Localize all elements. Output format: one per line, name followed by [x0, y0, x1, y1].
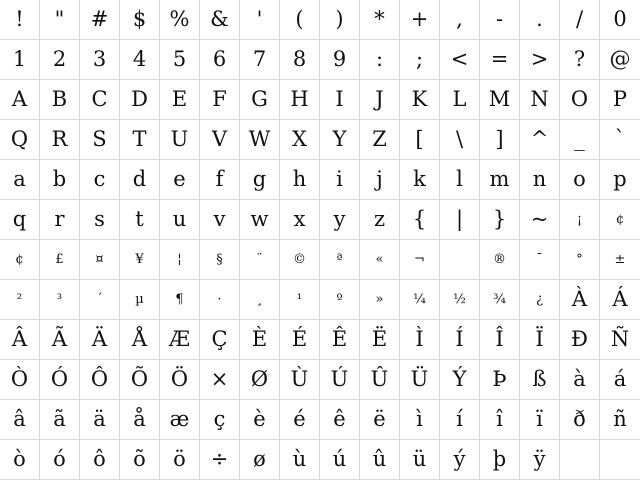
glyph-cell[interactable]: ¾: [480, 280, 520, 320]
glyph-cell[interactable]: H: [280, 80, 320, 120]
glyph-cell[interactable]: 0: [600, 0, 640, 40]
glyph-cell[interactable]: \: [440, 120, 480, 160]
glyph-cell[interactable]: Á: [600, 280, 640, 320]
glyph-cell[interactable]: l: [440, 160, 480, 200]
glyph-cell[interactable]: N: [520, 80, 560, 120]
glyph-cell[interactable]: °: [560, 240, 600, 280]
glyph-cell[interactable]: ;: [400, 40, 440, 80]
glyph-cell[interactable]: ï: [520, 400, 560, 440]
glyph-cell[interactable]: {: [400, 200, 440, 240]
glyph-cell[interactable]: Å: [120, 320, 160, 360]
glyph-cell[interactable]: .: [520, 0, 560, 40]
glyph-cell[interactable]: é: [280, 400, 320, 440]
glyph-cell[interactable]: A: [0, 80, 40, 120]
glyph-cell[interactable]: ©: [280, 240, 320, 280]
glyph-cell[interactable]: _: [560, 120, 600, 160]
glyph-cell[interactable]: 1: [0, 40, 40, 80]
glyph-cell[interactable]: Ã: [40, 320, 80, 360]
glyph-cell[interactable]: [: [400, 120, 440, 160]
glyph-cell[interactable]: :: [360, 40, 400, 80]
glyph-cell[interactable]: *: [360, 0, 400, 40]
glyph-cell[interactable]: h: [280, 160, 320, 200]
glyph-cell[interactable]: 7: [240, 40, 280, 80]
glyph-cell[interactable]: õ: [120, 440, 160, 480]
glyph-cell[interactable]: ¢: [600, 200, 640, 240]
glyph-cell[interactable]: v: [200, 200, 240, 240]
glyph-cell[interactable]: Ì: [400, 320, 440, 360]
glyph-cell[interactable]: ¨: [240, 240, 280, 280]
glyph-cell[interactable]: u: [160, 200, 200, 240]
glyph-cell[interactable]: !: [0, 0, 40, 40]
glyph-cell[interactable]: @: [600, 40, 640, 80]
glyph-cell[interactable]: 9: [320, 40, 360, 80]
glyph-cell[interactable]: k: [400, 160, 440, 200]
glyph-cell[interactable]: b: [40, 160, 80, 200]
glyph-cell[interactable]: §: [200, 240, 240, 280]
glyph-cell[interactable]: Â: [0, 320, 40, 360]
glyph-cell[interactable]: ð: [560, 400, 600, 440]
glyph-cell[interactable]: Ê: [320, 320, 360, 360]
glyph-cell[interactable]: £: [40, 240, 80, 280]
glyph-cell[interactable]: »: [360, 280, 400, 320]
glyph-cell[interactable]: O: [560, 80, 600, 120]
glyph-cell[interactable]: z: [360, 200, 400, 240]
glyph-cell[interactable]: à: [560, 360, 600, 400]
glyph-cell[interactable]: q: [0, 200, 40, 240]
glyph-cell[interactable]: f: [200, 160, 240, 200]
glyph-cell[interactable]: ¼: [400, 280, 440, 320]
glyph-cell[interactable]: ,: [440, 0, 480, 40]
glyph-cell[interactable]: ¥: [120, 240, 160, 280]
glyph-cell[interactable]: ": [40, 0, 80, 40]
glyph-cell[interactable]: ¿: [520, 280, 560, 320]
glyph-cell[interactable]: ^: [520, 120, 560, 160]
glyph-cell[interactable]: ´: [80, 280, 120, 320]
glyph-cell[interactable]: Æ: [160, 320, 200, 360]
glyph-cell[interactable]: [600, 440, 640, 480]
glyph-cell[interactable]: [440, 240, 480, 280]
glyph-cell[interactable]: y: [320, 200, 360, 240]
glyph-cell[interactable]: Ñ: [600, 320, 640, 360]
glyph-cell[interactable]: ¸: [240, 280, 280, 320]
glyph-cell[interactable]: V: [200, 120, 240, 160]
glyph-cell[interactable]: è: [240, 400, 280, 440]
glyph-cell[interactable]: W: [240, 120, 280, 160]
glyph-cell[interactable]: ç: [200, 400, 240, 440]
glyph-cell[interactable]: ä: [80, 400, 120, 440]
glyph-cell[interactable]: ¢: [0, 240, 40, 280]
glyph-cell[interactable]: Ä: [80, 320, 120, 360]
glyph-cell[interactable]: &: [200, 0, 240, 40]
glyph-cell[interactable]: m: [480, 160, 520, 200]
glyph-cell[interactable]: È: [240, 320, 280, 360]
glyph-cell[interactable]: c: [80, 160, 120, 200]
glyph-cell[interactable]: ¤: [80, 240, 120, 280]
glyph-cell[interactable]: î: [480, 400, 520, 440]
glyph-cell[interactable]: #: [80, 0, 120, 40]
glyph-cell[interactable]: ê: [320, 400, 360, 440]
glyph-cell[interactable]: e: [160, 160, 200, 200]
glyph-cell[interactable]: ý: [440, 440, 480, 480]
glyph-cell[interactable]: ¬: [400, 240, 440, 280]
glyph-cell[interactable]: Ï: [520, 320, 560, 360]
glyph-cell[interactable]: Ù: [280, 360, 320, 400]
glyph-cell[interactable]: ã: [40, 400, 80, 440]
glyph-cell[interactable]: |: [440, 200, 480, 240]
glyph-cell[interactable]: Î: [480, 320, 520, 360]
glyph-cell[interactable]: ó: [40, 440, 80, 480]
glyph-cell[interactable]: Ý: [440, 360, 480, 400]
glyph-cell[interactable]: X: [280, 120, 320, 160]
glyph-cell[interactable]: j: [360, 160, 400, 200]
glyph-cell[interactable]: â: [0, 400, 40, 440]
glyph-cell[interactable]: U: [160, 120, 200, 160]
glyph-cell[interactable]: S: [80, 120, 120, 160]
glyph-cell[interactable]: À: [560, 280, 600, 320]
glyph-cell[interactable]: F: [200, 80, 240, 120]
glyph-cell[interactable]: ¯: [520, 240, 560, 280]
glyph-cell[interactable]: 6: [200, 40, 240, 80]
glyph-cell[interactable]: ÿ: [520, 440, 560, 480]
glyph-cell[interactable]: D: [120, 80, 160, 120]
glyph-cell[interactable]: Õ: [120, 360, 160, 400]
glyph-cell[interactable]: r: [40, 200, 80, 240]
glyph-cell[interactable]: d: [120, 160, 160, 200]
glyph-cell[interactable]: B: [40, 80, 80, 120]
glyph-cell[interactable]: o: [560, 160, 600, 200]
glyph-cell[interactable]: J: [360, 80, 400, 120]
glyph-cell[interactable]: ì: [400, 400, 440, 440]
glyph-cell[interactable]: ): [320, 0, 360, 40]
glyph-cell[interactable]: Ó: [40, 360, 80, 400]
glyph-cell[interactable]: ö: [160, 440, 200, 480]
glyph-cell[interactable]: æ: [160, 400, 200, 440]
glyph-cell[interactable]: L: [440, 80, 480, 120]
glyph-cell[interactable]: Ú: [320, 360, 360, 400]
glyph-cell[interactable]: >: [520, 40, 560, 80]
glyph-cell[interactable]: ·: [200, 280, 240, 320]
glyph-cell[interactable]: Ö: [160, 360, 200, 400]
glyph-cell[interactable]: [560, 440, 600, 480]
glyph-cell[interactable]: ~: [520, 200, 560, 240]
glyph-cell[interactable]: í: [440, 400, 480, 440]
glyph-cell[interactable]: }: [480, 200, 520, 240]
glyph-cell[interactable]: Ü: [400, 360, 440, 400]
glyph-cell[interactable]: ò: [0, 440, 40, 480]
glyph-cell[interactable]: ®: [480, 240, 520, 280]
glyph-cell[interactable]: a: [0, 160, 40, 200]
glyph-cell[interactable]: ë: [360, 400, 400, 440]
glyph-cell[interactable]: Ë: [360, 320, 400, 360]
glyph-cell[interactable]: C: [80, 80, 120, 120]
glyph-cell[interactable]: ü: [400, 440, 440, 480]
glyph-cell[interactable]: n: [520, 160, 560, 200]
glyph-cell[interactable]: É: [280, 320, 320, 360]
glyph-cell[interactable]: ?: [560, 40, 600, 80]
glyph-cell[interactable]: Ô: [80, 360, 120, 400]
glyph-cell[interactable]: º: [320, 280, 360, 320]
glyph-cell[interactable]: ²: [0, 280, 40, 320]
glyph-cell[interactable]: å: [120, 400, 160, 440]
glyph-cell[interactable]: ø: [240, 440, 280, 480]
glyph-cell[interactable]: E: [160, 80, 200, 120]
glyph-cell[interactable]: 2: [40, 40, 80, 80]
glyph-cell[interactable]: Ç: [200, 320, 240, 360]
glyph-cell[interactable]: ú: [320, 440, 360, 480]
glyph-cell[interactable]: ¦: [160, 240, 200, 280]
glyph-cell[interactable]: 4: [120, 40, 160, 80]
glyph-cell[interactable]: Ø: [240, 360, 280, 400]
glyph-cell[interactable]: t: [120, 200, 160, 240]
glyph-cell[interactable]: +: [400, 0, 440, 40]
glyph-cell[interactable]: 8: [280, 40, 320, 80]
glyph-cell[interactable]: ]: [480, 120, 520, 160]
glyph-cell[interactable]: ½: [440, 280, 480, 320]
glyph-cell[interactable]: ô: [80, 440, 120, 480]
glyph-cell[interactable]: ù: [280, 440, 320, 480]
glyph-cell[interactable]: `: [600, 120, 640, 160]
glyph-cell[interactable]: ¡: [560, 200, 600, 240]
glyph-cell[interactable]: g: [240, 160, 280, 200]
glyph-cell[interactable]: ³: [40, 280, 80, 320]
glyph-cell[interactable]: /: [560, 0, 600, 40]
glyph-cell[interactable]: ×: [200, 360, 240, 400]
glyph-cell[interactable]: i: [320, 160, 360, 200]
glyph-cell[interactable]: (: [280, 0, 320, 40]
glyph-cell[interactable]: ª: [320, 240, 360, 280]
glyph-cell[interactable]: R: [40, 120, 80, 160]
glyph-cell[interactable]: û: [360, 440, 400, 480]
glyph-cell[interactable]: p: [600, 160, 640, 200]
glyph-cell[interactable]: ±: [600, 240, 640, 280]
glyph-cell[interactable]: -: [480, 0, 520, 40]
glyph-cell[interactable]: w: [240, 200, 280, 240]
glyph-cell[interactable]: ': [240, 0, 280, 40]
glyph-cell[interactable]: Y: [320, 120, 360, 160]
glyph-cell[interactable]: Ò: [0, 360, 40, 400]
glyph-cell[interactable]: G: [240, 80, 280, 120]
glyph-cell[interactable]: P: [600, 80, 640, 120]
glyph-cell[interactable]: 3: [80, 40, 120, 80]
glyph-cell[interactable]: 5: [160, 40, 200, 80]
glyph-cell[interactable]: ¹: [280, 280, 320, 320]
glyph-cell[interactable]: K: [400, 80, 440, 120]
glyph-cell[interactable]: þ: [480, 440, 520, 480]
glyph-cell[interactable]: Í: [440, 320, 480, 360]
glyph-cell[interactable]: <: [440, 40, 480, 80]
glyph-cell[interactable]: «: [360, 240, 400, 280]
glyph-cell[interactable]: µ: [120, 280, 160, 320]
glyph-cell[interactable]: ÷: [200, 440, 240, 480]
glyph-cell[interactable]: M: [480, 80, 520, 120]
glyph-cell[interactable]: Ð: [560, 320, 600, 360]
glyph-cell[interactable]: ß: [520, 360, 560, 400]
glyph-cell[interactable]: x: [280, 200, 320, 240]
glyph-cell[interactable]: Þ: [480, 360, 520, 400]
glyph-cell[interactable]: %: [160, 0, 200, 40]
glyph-cell[interactable]: ¶: [160, 280, 200, 320]
glyph-cell[interactable]: $: [120, 0, 160, 40]
glyph-cell[interactable]: I: [320, 80, 360, 120]
glyph-cell[interactable]: T: [120, 120, 160, 160]
glyph-cell[interactable]: =: [480, 40, 520, 80]
glyph-cell[interactable]: Û: [360, 360, 400, 400]
glyph-cell[interactable]: ñ: [600, 400, 640, 440]
glyph-cell[interactable]: Q: [0, 120, 40, 160]
glyph-cell[interactable]: Z: [360, 120, 400, 160]
glyph-cell[interactable]: á: [600, 360, 640, 400]
glyph-cell[interactable]: s: [80, 200, 120, 240]
